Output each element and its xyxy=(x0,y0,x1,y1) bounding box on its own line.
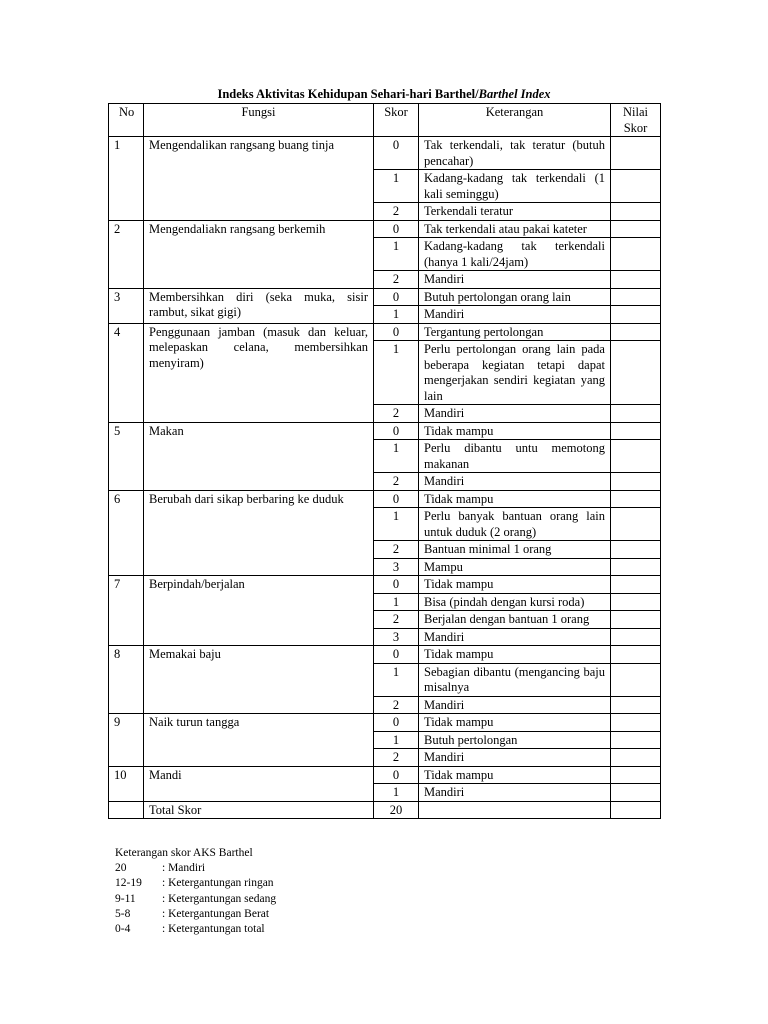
table-row xyxy=(109,137,661,170)
table-body xyxy=(109,137,661,819)
item-skor: 3 xyxy=(374,628,419,646)
table-row xyxy=(109,422,661,440)
item-skor: 0 xyxy=(374,490,419,508)
legend-entry xyxy=(115,922,276,937)
total-empty-cell xyxy=(109,801,144,819)
header-keterangan: Keterangan xyxy=(419,104,611,137)
item-skor: 1 xyxy=(374,784,419,802)
item-skor: 0 xyxy=(374,646,419,664)
item-keterangan: Mandiri xyxy=(419,405,611,423)
nilai-skor-input-cell[interactable] xyxy=(611,593,661,611)
item-keterangan: Tidak mampu xyxy=(419,766,611,784)
item-keterangan: Berjalan dengan bantuan 1 orang xyxy=(419,611,611,629)
legend-range: 5-8 xyxy=(115,907,131,920)
item-skor: 0 xyxy=(374,288,419,306)
nilai-skor-input-cell[interactable] xyxy=(611,490,661,508)
item-number: 4 xyxy=(109,323,144,422)
item-fungsi: Naik turun tangga xyxy=(144,714,374,767)
item-skor: 1 xyxy=(374,238,419,271)
legend-entry xyxy=(115,861,276,876)
table-row xyxy=(109,646,661,664)
item-keterangan: Tidak mampu xyxy=(419,714,611,732)
legend-range: 0-4 xyxy=(115,923,131,936)
legend-entry xyxy=(115,876,276,891)
nilai-skor-input-cell[interactable] xyxy=(611,576,661,594)
nilai-skor-input-cell[interactable] xyxy=(611,628,661,646)
item-keterangan: Mandiri xyxy=(419,628,611,646)
item-skor: 1 xyxy=(374,341,419,405)
total-row xyxy=(109,801,661,819)
table-row xyxy=(109,220,661,238)
table-header-row xyxy=(109,104,661,137)
total-nilai-cell[interactable] xyxy=(611,801,661,819)
item-fungsi: Berubah dari sikap berbaring ke duduk xyxy=(144,490,374,576)
legend-title: Keterangan skor AKS Barthel xyxy=(115,847,253,859)
item-skor: 2 xyxy=(374,203,419,221)
item-skor: 1 xyxy=(374,663,419,696)
item-skor: 0 xyxy=(374,576,419,594)
item-keterangan: Mampu xyxy=(419,558,611,576)
item-skor: 0 xyxy=(374,766,419,784)
nilai-skor-input-cell[interactable] xyxy=(611,405,661,423)
nilai-skor-input-cell[interactable] xyxy=(611,137,661,170)
item-skor: 1 xyxy=(374,170,419,203)
item-keterangan: Tidak mampu xyxy=(419,422,611,440)
item-fungsi: Makan xyxy=(144,422,374,490)
legend-range: 12-19 xyxy=(115,877,142,890)
item-skor: 1 xyxy=(374,731,419,749)
item-keterangan: Perlu banyak bantuan orang lain untuk duduk (2 orang) xyxy=(419,508,611,541)
item-keterangan: Bisa (pindah dengan kursi roda) xyxy=(419,593,611,611)
total-skor: 20 xyxy=(374,801,419,819)
item-keterangan: Mandiri xyxy=(419,696,611,714)
item-fungsi: Mandi xyxy=(144,766,374,801)
item-fungsi: Mengendaliakn rangsang berkemih xyxy=(144,220,374,288)
nilai-skor-input-cell[interactable] xyxy=(611,714,661,732)
item-skor: 2 xyxy=(374,696,419,714)
nilai-skor-input-cell[interactable] xyxy=(611,203,661,221)
item-keterangan: Bantuan minimal 1 orang xyxy=(419,541,611,559)
item-skor: 1 xyxy=(374,440,419,473)
document-title xyxy=(108,87,660,102)
table-row xyxy=(109,576,661,594)
item-keterangan: Tak terkendali atau pakai kateter xyxy=(419,220,611,238)
nilai-skor-input-cell[interactable] xyxy=(611,323,661,341)
title-main: Indeks Aktivitas Kehidupan Sehari-hari Barthel/ xyxy=(217,87,479,101)
item-number: 2 xyxy=(109,220,144,288)
item-keterangan: Perlu dibantu untu memotong makanan xyxy=(419,440,611,473)
item-skor: 0 xyxy=(374,714,419,732)
item-skor: 1 xyxy=(374,306,419,324)
nilai-skor-input-cell[interactable] xyxy=(611,558,661,576)
nilai-skor-input-cell[interactable] xyxy=(611,508,661,541)
table-row xyxy=(109,766,661,784)
item-skor: 2 xyxy=(374,611,419,629)
nilai-skor-input-cell[interactable] xyxy=(611,341,661,405)
item-keterangan: Mandiri xyxy=(419,784,611,802)
nilai-skor-input-cell[interactable] xyxy=(611,306,661,324)
item-skor: 2 xyxy=(374,541,419,559)
item-keterangan: Mandiri xyxy=(419,749,611,767)
nilai-skor-input-cell[interactable] xyxy=(611,170,661,203)
nilai-skor-input-cell[interactable] xyxy=(611,784,661,802)
table-row xyxy=(109,288,661,306)
total-keterangan-cell xyxy=(419,801,611,819)
item-keterangan: Tidak mampu xyxy=(419,576,611,594)
table-row xyxy=(109,714,661,732)
item-number: 6 xyxy=(109,490,144,576)
header-nilai-skor: Nilai Skor xyxy=(611,104,661,137)
nilai-skor-input-cell[interactable] xyxy=(611,220,661,238)
item-number: 5 xyxy=(109,422,144,490)
barthel-index-table xyxy=(108,103,661,819)
nilai-skor-input-cell[interactable] xyxy=(611,766,661,784)
item-keterangan: Butuh pertolongan orang lain xyxy=(419,288,611,306)
item-keterangan: Terkendali teratur xyxy=(419,203,611,221)
nilai-skor-input-cell[interactable] xyxy=(611,288,661,306)
item-skor: 0 xyxy=(374,422,419,440)
nilai-skor-input-cell[interactable] xyxy=(611,663,661,696)
item-skor: 2 xyxy=(374,473,419,491)
item-keterangan: Kadang-kadang tak terkendali (1 kali seminggu) xyxy=(419,170,611,203)
item-fungsi: Berpindah/berjalan xyxy=(144,576,374,646)
item-skor: 1 xyxy=(374,508,419,541)
nilai-skor-input-cell[interactable] xyxy=(611,473,661,491)
item-keterangan: Mandiri xyxy=(419,271,611,289)
item-skor: 2 xyxy=(374,749,419,767)
nilai-skor-input-cell[interactable] xyxy=(611,611,661,629)
nilai-skor-input-cell[interactable] xyxy=(611,541,661,559)
item-skor: 0 xyxy=(374,220,419,238)
item-keterangan: Butuh pertolongan xyxy=(419,731,611,749)
legend-entry xyxy=(115,892,276,907)
item-number: 3 xyxy=(109,288,144,323)
item-skor: 2 xyxy=(374,405,419,423)
legend-label: : Ketergantungan ringan xyxy=(162,877,274,890)
item-keterangan: Mandiri xyxy=(419,473,611,491)
item-number: 7 xyxy=(109,576,144,646)
item-number: 10 xyxy=(109,766,144,801)
score-legend xyxy=(115,846,276,937)
nilai-skor-input-cell[interactable] xyxy=(611,271,661,289)
legend-entry xyxy=(115,907,276,922)
item-skor: 2 xyxy=(374,271,419,289)
item-keterangan: Tidak mampu xyxy=(419,490,611,508)
table-row xyxy=(109,490,661,508)
item-fungsi: Membersihkan diri (seka muka, sisir rambut, sikat gigi) xyxy=(144,288,374,323)
item-skor: 3 xyxy=(374,558,419,576)
nilai-skor-input-cell[interactable] xyxy=(611,696,661,714)
nilai-skor-input-cell[interactable] xyxy=(611,238,661,271)
nilai-skor-input-cell[interactable] xyxy=(611,440,661,473)
legend-range: 20 xyxy=(115,862,127,875)
item-skor: 1 xyxy=(374,593,419,611)
nilai-skor-input-cell[interactable] xyxy=(611,422,661,440)
legend-label: : Ketergantungan Berat xyxy=(162,907,270,920)
item-keterangan: Tidak mampu xyxy=(419,646,611,664)
legend-label: : Ketergantungan sedang xyxy=(162,892,277,905)
nilai-skor-input-cell[interactable] xyxy=(611,749,661,767)
header-skor: Skor xyxy=(374,104,419,137)
item-number: 1 xyxy=(109,137,144,221)
item-number: 8 xyxy=(109,646,144,714)
item-number: 9 xyxy=(109,714,144,767)
item-keterangan: Sebagian dibantu (mengancing baju misalnya xyxy=(419,663,611,696)
legend-label: : Ketergantungan total xyxy=(162,923,265,936)
header-no: No xyxy=(109,104,144,137)
item-keterangan: Mandiri xyxy=(419,306,611,324)
item-fungsi: Mengendalikan rangsang buang tinja xyxy=(144,137,374,221)
item-keterangan: Tergantung pertolongan xyxy=(419,323,611,341)
nilai-skor-input-cell[interactable] xyxy=(611,731,661,749)
item-fungsi: Memakai baju xyxy=(144,646,374,714)
item-keterangan: Perlu pertolongan orang lain pada beberapa kegiatan tetapi dapat mengerjakan sendiri kegiatan yang lain xyxy=(419,341,611,405)
legend-entries xyxy=(115,861,276,937)
item-fungsi: Penggunaan jamban (masuk dan keluar, melepaskan celana, membersihkan menyiram) xyxy=(144,323,374,422)
item-keterangan: Tak terkendali, tak teratur (butuh pencahar) xyxy=(419,137,611,170)
nilai-skor-input-cell[interactable] xyxy=(611,646,661,664)
legend-label: : Mandiri xyxy=(162,862,206,875)
item-skor: 0 xyxy=(374,323,419,341)
header-fungsi: Fungsi xyxy=(144,104,374,137)
total-label: Total Skor xyxy=(144,801,374,819)
item-keterangan: Kadang-kadang tak terkendali (hanya 1 kali/24jam) xyxy=(419,238,611,271)
table-row xyxy=(109,323,661,341)
legend-range: 9-11 xyxy=(115,892,136,905)
item-skor: 0 xyxy=(374,137,419,170)
title-italic: Barthel Index xyxy=(478,87,551,101)
